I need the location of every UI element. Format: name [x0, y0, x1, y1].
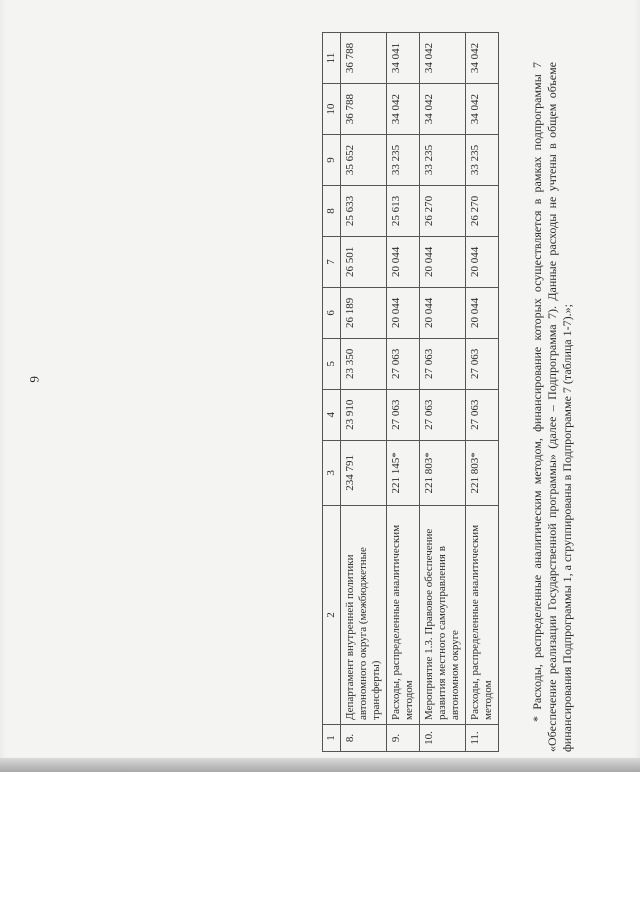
cell-value: 20 044 — [387, 287, 420, 338]
cell-value: 25 613 — [387, 185, 420, 236]
cell-value: 27 063 — [387, 338, 420, 389]
footnote: * Расходы, распределенные аналитическим методом, финансирование которых осуществляется в рамках подпрограммы 7 «Обеспечение реализации Государственной программы» (далее – Подпрограмма 7). Данные расходы не учтены в общем объеме финансирования Подпрограммы 1, а сгруппированы в Подпрограмме 7 (таблица 1-7).»; — [530, 62, 574, 752]
table-row — [466, 33, 499, 752]
row-number: 11. — [466, 725, 499, 752]
cell-value: 20 044 — [466, 287, 499, 338]
header-cell: 5 — [323, 338, 341, 389]
table-row — [341, 33, 387, 752]
row-number: 8. — [341, 725, 387, 752]
header-cell: 7 — [323, 236, 341, 287]
cell-value: 27 063 — [387, 389, 420, 440]
cell-value: 36 788 — [341, 84, 387, 135]
cell-value: 23 350 — [341, 338, 387, 389]
header-cell: 11 — [323, 33, 341, 84]
cell-value: 33 235 — [387, 135, 420, 186]
cell-value: 27 063 — [466, 338, 499, 389]
cell-value: 26 501 — [341, 236, 387, 287]
cell-value: 20 044 — [420, 287, 466, 338]
cell-value: 23 910 — [341, 389, 387, 440]
cell-value: 221 803* — [466, 440, 499, 505]
header-cell: 4 — [323, 389, 341, 440]
cell-value: 221 803* — [420, 440, 466, 505]
cell-value: 35 652 — [341, 135, 387, 186]
header-cell: 3 — [323, 440, 341, 505]
header-row — [323, 33, 341, 752]
header-cell: 2 — [323, 506, 341, 725]
cell-value: 34 042 — [420, 33, 466, 84]
row-name: Расходы, распределенные аналитическим методом — [466, 506, 499, 725]
header-cell: 9 — [323, 135, 341, 186]
cell-value: 27 063 — [466, 389, 499, 440]
rotated-content — [322, 32, 592, 752]
header-cell: 6 — [323, 287, 341, 338]
cell-value: 221 145* — [387, 440, 420, 505]
row-number: 10. — [420, 725, 466, 752]
data-table — [322, 32, 499, 752]
cell-value: 34 041 — [387, 33, 420, 84]
cell-value: 234 791 — [341, 440, 387, 505]
scan-edge — [0, 758, 640, 772]
cell-value: 20 044 — [387, 236, 420, 287]
cell-value: 26 189 — [341, 287, 387, 338]
cell-value: 20 044 — [466, 236, 499, 287]
cell-value: 27 063 — [420, 389, 466, 440]
cell-value: 27 063 — [420, 338, 466, 389]
table-row — [420, 33, 466, 752]
cell-value: 33 235 — [466, 135, 499, 186]
cell-value: 20 044 — [420, 236, 466, 287]
header-cell: 10 — [323, 84, 341, 135]
cell-value: 34 042 — [420, 84, 466, 135]
cell-value: 26 270 — [466, 185, 499, 236]
cell-value: 34 042 — [466, 84, 499, 135]
cell-value: 34 042 — [387, 84, 420, 135]
page-number: 6 — [27, 376, 42, 383]
cell-value: 34 042 — [466, 33, 499, 84]
cell-value: 26 270 — [420, 185, 466, 236]
table-row — [387, 33, 420, 752]
header-cell: 8 — [323, 185, 341, 236]
cell-value: 36 788 — [341, 33, 387, 84]
row-name: Департамент внутренней политики автономного округа (межбюджетные трансферты) — [341, 506, 387, 725]
cell-value: 25 633 — [341, 185, 387, 236]
row-name: Мероприятие 1.3. Правовое обеспечение развития местного самоуправления в автономном округе — [420, 506, 466, 725]
row-number: 9. — [387, 725, 420, 752]
header-cell: 1 — [323, 725, 341, 752]
row-name: Расходы, распределенные аналитическим методом — [387, 506, 420, 725]
cell-value: 33 235 — [420, 135, 466, 186]
